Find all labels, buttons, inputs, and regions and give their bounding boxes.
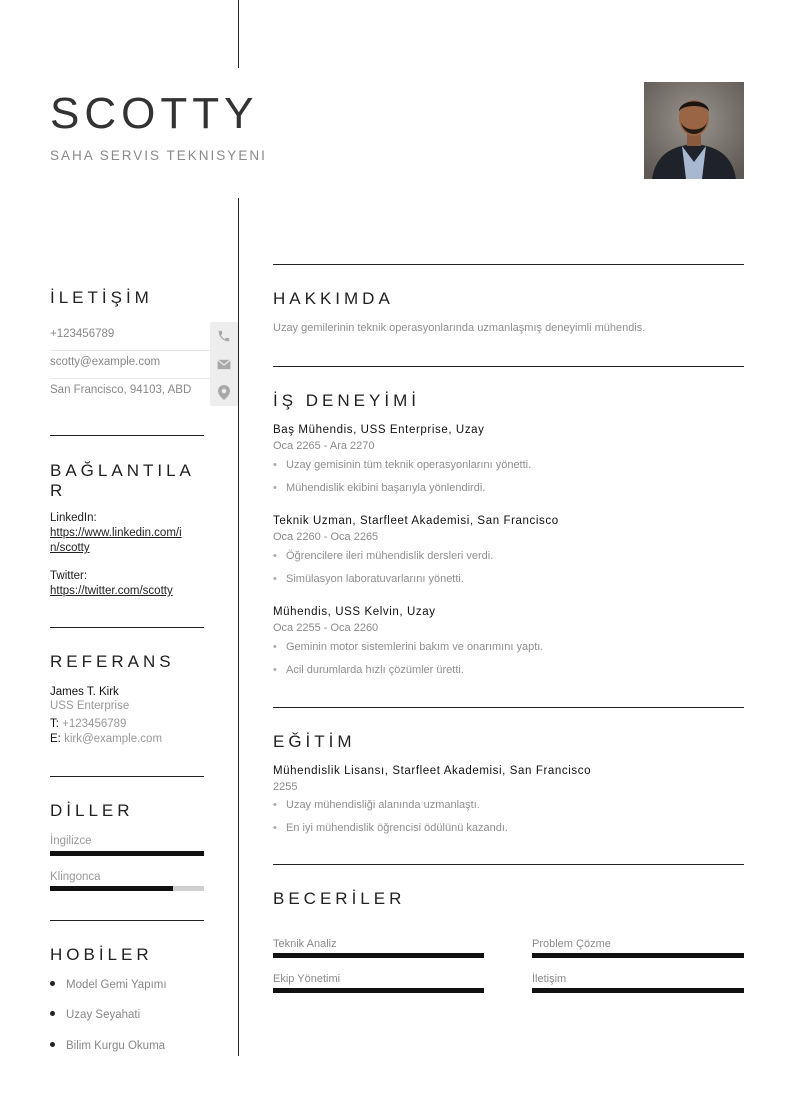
job-dates: Oca 2255 - Oca 2260 [273, 622, 379, 634]
bullet-text: Geminin motor sistemlerini bakım ve onarımını yaptı. [286, 641, 544, 653]
linkedin-url-line2[interactable]: n/scotty [50, 542, 90, 554]
education-bullet: • Uzay mühendisliği alanında uzmanlaştı. [273, 799, 480, 811]
links-heading [50, 461, 210, 500]
contact-phone-row [50, 322, 238, 351]
twitter-label: Twitter: [50, 570, 88, 582]
skill-level-bar [532, 988, 744, 993]
job-title: Mühendis, USS Kelvin, Uzay [273, 606, 436, 618]
divider [273, 707, 744, 708]
hobby-item [50, 979, 167, 991]
skills-heading: BECERİLER [273, 889, 406, 908]
bullet-text: En iyi mühendislik öğrencisi ödülünü kazandı. [286, 822, 508, 834]
divider [50, 776, 204, 777]
divider [50, 627, 204, 628]
phone-label: T: [50, 718, 59, 730]
job-bullet: • Geminin motor sistemlerini bakım ve onarımını yaptı. [273, 641, 544, 653]
job-title: SAHA SERVIS TEKNISYENI [50, 148, 267, 163]
email-text: scotty@example.com [50, 356, 161, 368]
links-heading-line2: R [50, 480, 67, 500]
bullet-dot [50, 1011, 55, 1016]
education-bullet: • En iyi mühendislik öğrencisi ödülünü kazandı. [273, 822, 508, 834]
skill-level-bar [273, 953, 484, 958]
skill-name: İletişim [532, 973, 567, 985]
divider [50, 435, 204, 436]
reference-phone-line [50, 718, 126, 730]
experience-heading: İŞ DENEYİMİ [273, 391, 420, 410]
education-heading: EĞİTİM [273, 732, 356, 751]
bullet-text: Uzay gemisinin tüm teknik operasyonlarını yönetti. [286, 459, 532, 471]
top-divider-line [238, 0, 239, 68]
reference-email-line [50, 733, 162, 745]
bullet-text: Öğrencilere ileri mühendislik dersleri verdi. [286, 550, 494, 562]
bullet-dot [50, 981, 55, 986]
hobby-text: Model Gemi Yapımı [66, 979, 167, 991]
degree-title: Mühendislik Lisansı, Starfleet Akademisi, San Francisco [273, 765, 592, 777]
job-bullet: • Mühendislik ekibini başarıyla yönlendirdi. [273, 482, 486, 494]
hobby-text: Bilim Kurgu Okuma [66, 1040, 166, 1052]
skill-level-bar [532, 953, 744, 958]
skill-name: Teknik Analiz [273, 938, 337, 950]
person-name: SCOTTY [50, 89, 259, 138]
language-name: Klingonca [50, 871, 101, 883]
job-dates: Oca 2260 - Oca 2265 [273, 531, 379, 543]
map-pin-icon [210, 378, 238, 406]
email-label: E: [50, 733, 61, 745]
language-level-bar [50, 851, 204, 856]
language-level-bar [50, 886, 204, 891]
envelope-icon [210, 350, 238, 378]
phone-icon [210, 322, 238, 350]
linkedin-link[interactable] [50, 526, 182, 556]
divider [50, 920, 204, 921]
column-divider-line [238, 198, 239, 1056]
linkedin-label: LinkedIn: [50, 512, 97, 524]
job-bullet: • Öğrencilere ileri mühendislik dersleri verdi. [273, 550, 494, 562]
job-dates: Oca 2265 - Ara 2270 [273, 440, 375, 452]
links-heading-line1: BAĞLANTILA [50, 461, 195, 480]
reference-phone: +123456789 [62, 718, 127, 730]
about-heading: HAKKIMDA [273, 289, 394, 308]
about-text: Uzay gemilerinin teknik operasyonlarında uzmanlaşmış deneyimli mühendis. [273, 322, 646, 334]
bullet-text: Uzay mühendisliği alanında uzmanlaştı. [286, 799, 480, 811]
bullet-text: Simülasyon laboratuvarlarını yönetti. [286, 573, 464, 585]
job-bullet: • Uzay gemisinin tüm teknik operasyonlarını yönetti. [273, 459, 532, 471]
divider [273, 366, 744, 367]
contact-address-row [50, 378, 238, 406]
bullet-text: Acil durumlarda hızlı çözümler üretti. [286, 664, 464, 676]
languages-heading: DİLLER [50, 801, 134, 820]
hobby-item [50, 1009, 140, 1021]
reference-name: James T. Kirk [50, 686, 119, 698]
linkedin-url-line1[interactable]: https://www.linkedin.com/i [50, 527, 182, 539]
job-bullet: • Simülasyon laboratuvarlarını yönetti. [273, 573, 464, 585]
divider [273, 864, 744, 865]
hobbies-heading: HOBİLER [50, 945, 153, 964]
hobby-text: Uzay Seyahati [66, 1009, 141, 1021]
contact-heading: İLETİŞİM [50, 288, 153, 307]
reference-heading: REFERANS [50, 652, 175, 671]
skill-name: Problem Çözme [532, 938, 611, 950]
address-text: San Francisco, 94103, ABD [50, 384, 192, 396]
reference-company: USS Enterprise [50, 700, 130, 712]
language-level-fill [50, 886, 173, 891]
language-name: İngilizce [50, 835, 92, 847]
skill-name: Ekip Yönetimi [273, 973, 341, 985]
profile-photo [644, 82, 744, 179]
phone-text: +123456789 [50, 328, 115, 340]
skill-level-bar [273, 988, 484, 993]
hobby-item [50, 1040, 165, 1052]
divider [273, 264, 744, 265]
bullet-dot [50, 1042, 55, 1047]
language-level-fill [50, 851, 204, 856]
education-year: 2255 [273, 781, 298, 793]
job-title: Baş Mühendis, USS Enterprise, Uzay [273, 424, 485, 436]
job-bullet: • Acil durumlarda hızlı çözümler üretti. [273, 664, 464, 676]
bullet-text: Mühendislik ekibini başarıyla yönlendirdi. [286, 482, 486, 494]
contact-email-row [50, 350, 238, 379]
job-title: Teknik Uzman, Starfleet Akademisi, San Francisco [273, 515, 559, 527]
reference-email: kirk@example.com [64, 733, 163, 745]
twitter-link[interactable]: https://twitter.com/scotty [50, 585, 173, 597]
